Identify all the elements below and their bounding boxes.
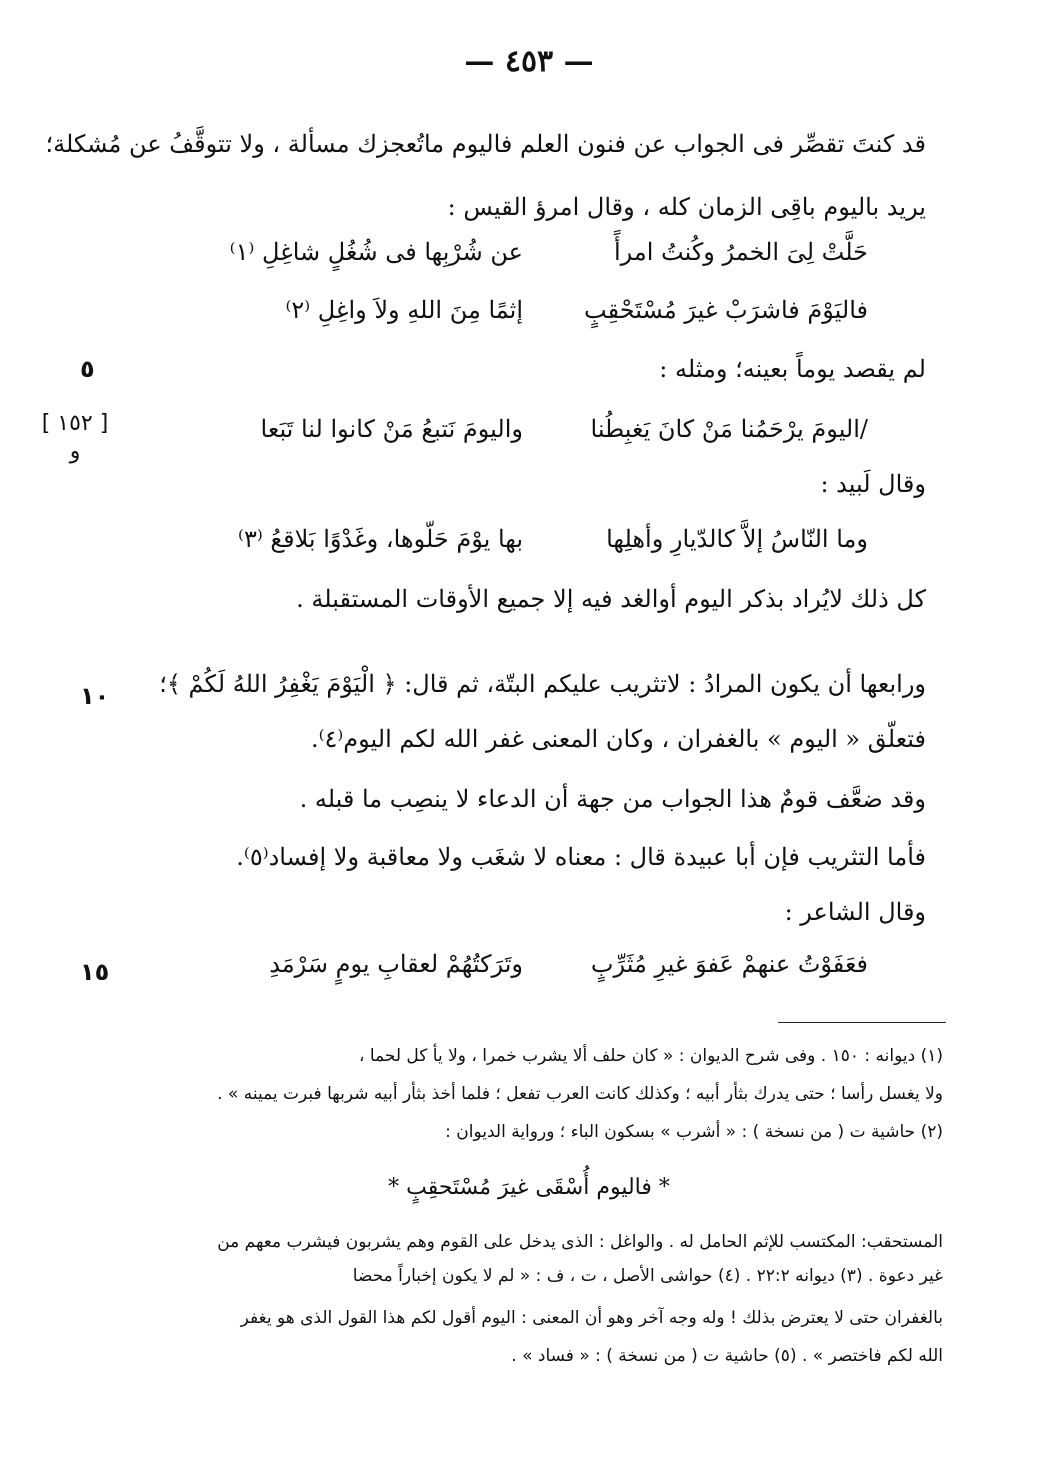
line-number: ١٠ [80, 682, 110, 710]
verse-hemistich: حَلَّتْ لِىَ الخمرُ وكُنتُ امرأً [613, 238, 868, 266]
verse-hemistich: وما النّاسُ إلاَّ كالدّيارِ وأهلِها [606, 525, 868, 553]
footnote-line: (٢) حاشية ت ( من نسخة ) : « أشرب » بسكون الباء ؛ ورواية الديوان : [445, 1122, 943, 1142]
text-line: ورابعها أن يكون المرادُ : لاتثريب عليكم البتّة، ثم قال: ﴿ الْيَوْمَ يَغْفِرُ اللهُ لَكُمْ ﴾؛ [159, 670, 926, 698]
footnote-line: بالغفران حتى لا يعترض بذلك ! وله وجه آخر وهو أن المعنى : اليوم أقول لكم هذا القول الذى هو يغفر [240, 1308, 943, 1328]
text-line: فتعلّق « اليوم » بالغفران ، وكان المعنى غفر الله لكم اليوم⁽٤⁾. [310, 725, 926, 753]
verse-hemistich: فعَفَوْتُ عنهمْ عَفوَ غيرِ مُثَرِّبٍ [590, 950, 868, 978]
footnote-line: (١) ديوانه : ١٥٠ . وفى شرح الديوان : « كان حلف ألا يشرب خمرا ، ولا يأ كل لحما ، [358, 1046, 943, 1066]
text-line: لم يقصد يوماً بعينه؛ ومثله : [659, 355, 926, 383]
verse-hemistich: وتَرَكتُهُمْ لعقابِ يومٍ سَرْمَدِ [269, 950, 523, 978]
footnote-divider [778, 1022, 946, 1023]
text-line: وقال لَبيد : [820, 470, 926, 498]
verse-hemistich: عن شُرْبِها فى شُغُلٍ شاغِلِ ⁽١⁾ [229, 238, 523, 266]
verse-hemistich: إثمًا مِنَ اللهِ ولاَ واغِلِ ⁽٢⁾ [285, 296, 523, 324]
text-line: قد كنتَ تقصِّر فى الجواب عن فنون العلم فاليوم ماتُعجزك مسألة ، ولا تتوقَّفُ عن مُشكلة؛ [45, 130, 926, 158]
verse-hemistich: واليومَ نَتبعُ مَنْ كانوا لنا تَبَعا [260, 415, 523, 443]
folio-number: [ ١٥٢ ] [41, 411, 109, 436]
footnote-line: الله لكم فاختصر » . (٥) حاشية ت ( من نسخة ) : « فساد » . [511, 1346, 943, 1366]
text-line: يريد باليوم باقِى الزمان كله ، وقال امرؤ القيس : [447, 193, 926, 221]
footnote-line: غير دعوة . (٣) ديوانه ٢٢:٢ . (٤) حواشى الأصل ، ت ، ف : « لم لا يكون إخباراً محضا [352, 1266, 943, 1286]
text-line: وقال الشاعر : [784, 898, 926, 926]
footnote-line: ولا يغسل رأسا ؛ حتى يدرك بثأر أبيه ؛ وكذلك كانت العرب تفعل ؛ فلما أخذ بثأر أبيه شربها فبرت يمينه » . [217, 1084, 943, 1104]
folio-side: و [69, 439, 81, 464]
line-number: ٥ [80, 355, 95, 383]
text-line: فأما التثريب فإن أبا عبيدة قال : معناه لا شغَب ولا معاقبة ولا إفساد⁽٥⁾. [236, 843, 926, 871]
footnote-line: المستحقب: المكتسب للإثم الحامل له . والواغل : الذى يدخل على القوم وهم يشربون فيشرب معهم من [217, 1232, 943, 1252]
line-number: ١٥ [80, 958, 110, 986]
verse-hemistich: فاليَوْمَ فاشرَبْ غيرَ مُسْتَحْقِبٍ [584, 296, 868, 324]
footnote-quoted-verse: * فاليوم أُسْقَى غيرَ مُسْتَحقِبٍ * [388, 1175, 670, 1200]
text-line: وقد ضعَّف قومٌ هذا الجواب من جهة أن الدعاء لا ينصِب ما قبله . [299, 785, 926, 813]
margin-folio-note [20, 410, 130, 466]
text-line: كل ذلك لايُراد بذكر اليوم أوالغد فيه إلا جميع الأوقات المستقبلة . [296, 585, 926, 613]
page-number: — ٤٥٣ — [464, 44, 594, 79]
verse-hemistich: /اليومَ يرْحَمُنا مَنْ كانَ يَغبِطُنا [590, 415, 868, 443]
verse-hemistich: بها يوْمَ حَلّوها، وغَدْوًا بَلاقعُ ⁽٣⁾ [238, 525, 523, 553]
